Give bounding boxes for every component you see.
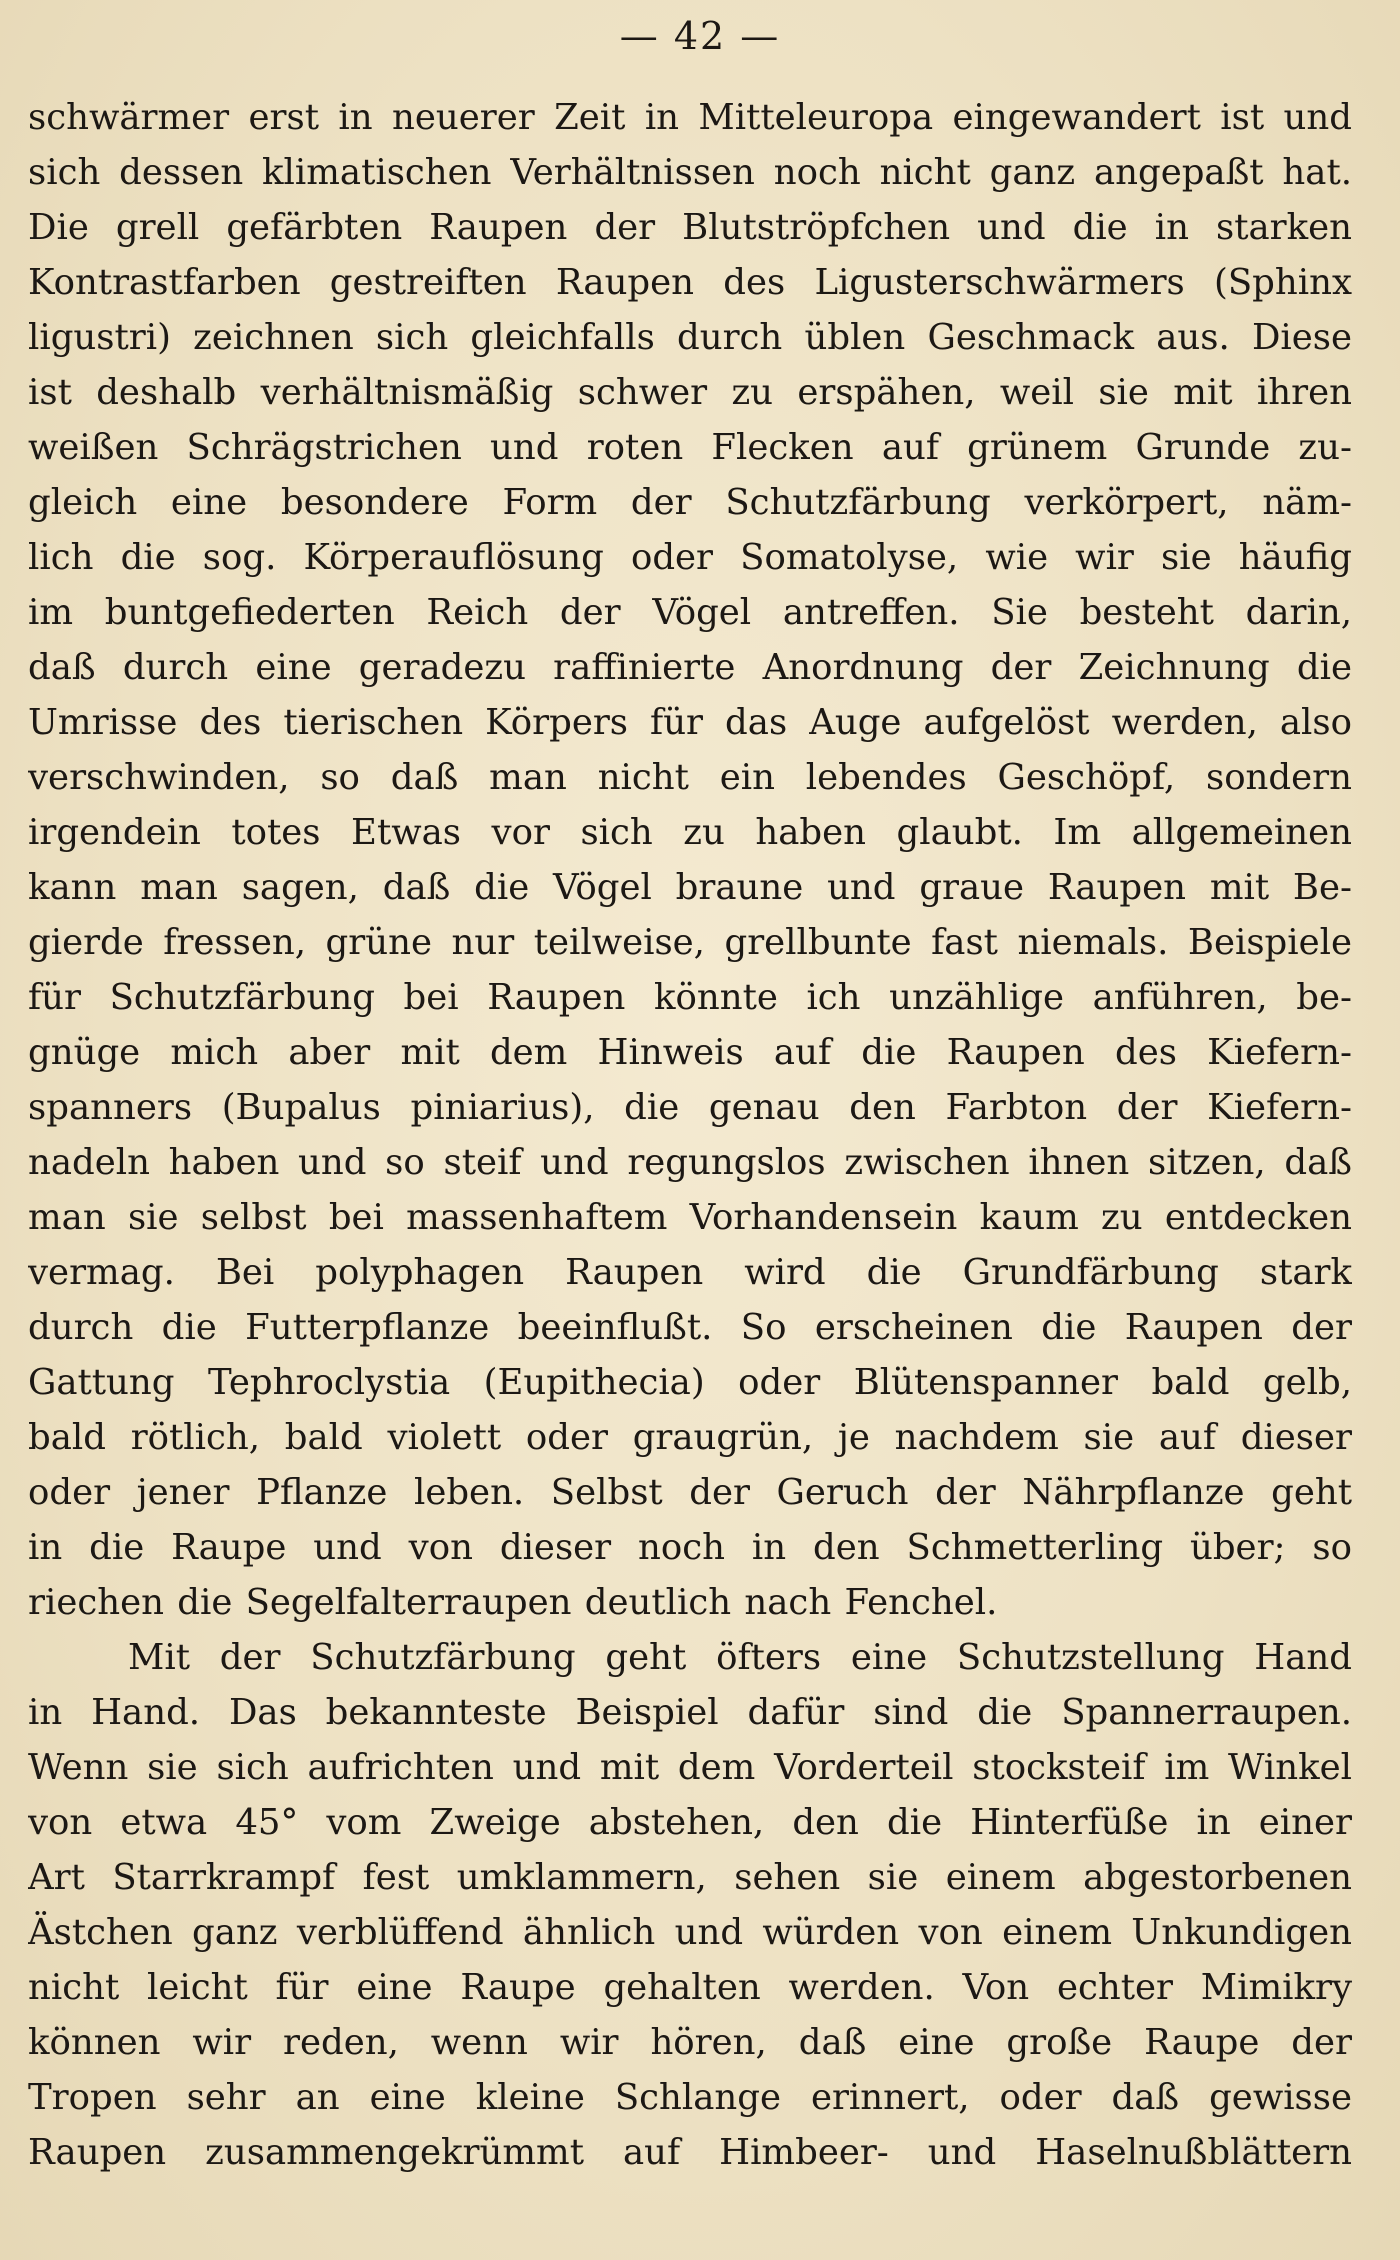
text-line: in Hand. Das bekannteste Beispiel dafür sind die Spannerraupen. (28, 1692, 1352, 1733)
text-line: verschwinden, so daß man nicht ein lebendes Geschöpf, sondern (28, 757, 1352, 798)
text-line: Tropen sehr an eine kleine Schlange erinnert, oder daß gewisse (28, 2077, 1352, 2118)
paragraph (28, 1630, 1352, 2180)
text-line: Ästchen ganz verblüffend ähnlich und würden von einem Unkundigen (28, 1912, 1352, 1953)
text-line: gierde fressen, grüne nur teilweise, grellbunte fast niemals. Beispiele (28, 922, 1352, 963)
text-line: Gattung Tephroclystia (Eupithecia) oder Blütenspanner bald gelb, (28, 1362, 1352, 1403)
text-line: weißen Schrägstrichen und roten Flecken auf grünem Grunde zu- (28, 427, 1352, 468)
text-line: sich dessen klimatischen Verhältnissen noch nicht ganz angepaßt hat. (28, 152, 1352, 193)
text-line: für Schutzfärbung bei Raupen könnte ich unzählige anführen, be- (28, 977, 1352, 1018)
text-line: gnüge mich aber mit dem Hinweis auf die Raupen des Kiefern- (28, 1032, 1352, 1073)
text-line: bald rötlich, bald violett oder graugrün, je nachdem sie auf dieser (28, 1417, 1352, 1458)
text-line: Die grell gefärbten Raupen der Blutströpfchen und die in starken (28, 207, 1352, 248)
text-line: ist deshalb verhältnismäßig schwer zu erspähen, weil sie mit ihren (28, 372, 1352, 413)
text-line: durch die Futterpflanze beeinflußt. So erscheinen die Raupen der (28, 1307, 1352, 1348)
text-line: oder jener Pflanze leben. Selbst der Geruch der Nährpflanze geht (28, 1472, 1352, 1513)
body-text (28, 90, 1352, 2180)
text-line: Wenn sie sich aufrichten und mit dem Vorderteil stocksteif im Winkel (28, 1747, 1352, 1788)
text-line: spanners (Bupalus piniarius), die genau den Farbton der Kiefern- (28, 1087, 1352, 1128)
text-line: ligustri) zeichnen sich gleichfalls durch üblen Geschmack aus. Diese (28, 317, 1352, 358)
text-line: nicht leicht für eine Raupe gehalten werden. Von echter Mimikry (28, 1967, 1352, 2008)
text-line: lich die sog. Körperauflösung oder Somatolyse, wie wir sie häufig (28, 537, 1352, 578)
text-line: von etwa 45° vom Zweige abstehen, den die Hinterfüße in einer (28, 1802, 1352, 1843)
text-line: können wir reden, wenn wir hören, daß eine große Raupe der (28, 2022, 1352, 2063)
text-line: vermag. Bei polyphagen Raupen wird die Grundfärbung stark (28, 1252, 1352, 1293)
text-line: in die Raupe und von dieser noch in den Schmetterling über; so (28, 1527, 1352, 1568)
text-line: im buntgefiederten Reich der Vögel antreffen. Sie besteht darin, (28, 592, 1352, 633)
text-line: Raupen zusammengekrümmt auf Himbeer- und Haselnußblättern (28, 2132, 1352, 2173)
text-line: gleich eine besondere Form der Schutzfärbung verkörpert, näm- (28, 482, 1352, 523)
text-line: nadeln haben und so steif und regungslos zwischen ihnen sitzen, daß (28, 1142, 1352, 1183)
text-line: man sie selbst bei massenhaftem Vorhandensein kaum zu entdecken (28, 1197, 1352, 1238)
page-number: — 42 — (619, 14, 781, 58)
text-line: Kontrastfarben gestreiften Raupen des Ligusterschwärmers (Sphinx (28, 262, 1352, 303)
text-line: Mit der Schutzfärbung geht öfters eine Schutzstellung Hand (128, 1637, 1352, 1678)
text-line: Umrisse des tierischen Körpers für das Auge aufgelöst werden, also (28, 702, 1352, 743)
text-line: kann man sagen, daß die Vögel braune und graue Raupen mit Be- (28, 867, 1352, 908)
text-line: schwärmer erst in neuerer Zeit in Mitteleuropa eingewandert ist und (28, 97, 1352, 138)
text-line: Art Starrkrampf fest umklammern, sehen sie einem abgestorbenen (28, 1857, 1352, 1898)
text-line: daß durch eine geradezu raffinierte Anordnung der Zeichnung die (28, 647, 1352, 688)
text-line: irgendein totes Etwas vor sich zu haben glaubt. Im allgemeinen (28, 812, 1352, 853)
text-line: riechen die Segelfalterraupen deutlich nach Fenchel. (28, 1582, 998, 1623)
paragraph (28, 90, 1352, 1630)
